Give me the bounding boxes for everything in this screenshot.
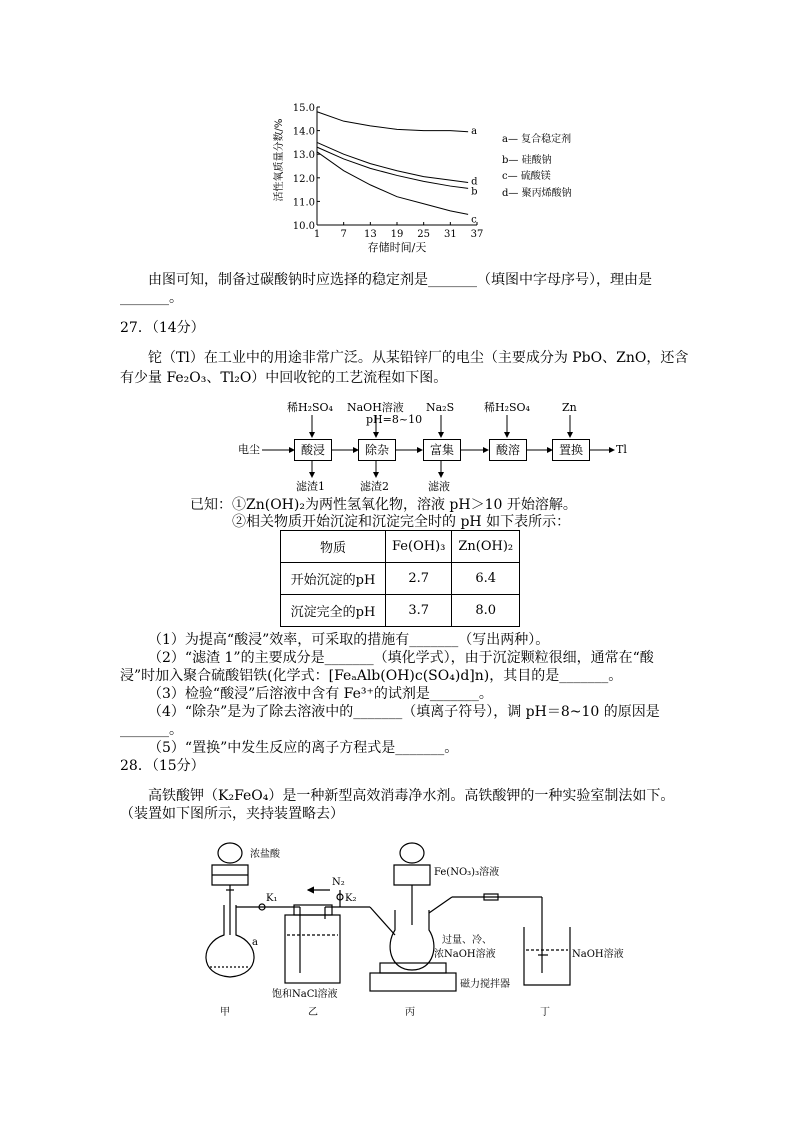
series-label-a: a (471, 125, 478, 137)
q27-intro-2: 有少量 Fe₂O₃、Tl₂O）中回收铊的工艺流程如下图。 (120, 370, 448, 386)
reagent-ph-note: pH=8~10 (366, 413, 423, 426)
q27-sub2a: （2）“滤渣 1”的主要成分是_______（填化学式），由于沉淀颗粒很细，通常在“酸 (148, 650, 654, 666)
table-cell: 开始沉淀的pH (281, 563, 386, 595)
label-fe-nitrate: Fe(NO₃)₃溶液 (434, 867, 500, 878)
table-header: Fe(OH)₃ (386, 531, 452, 563)
y-tick-label: 12.0 (292, 173, 315, 185)
stability-line-chart (260, 95, 600, 255)
q27-sub3: （3）检验“酸浸”后溶液中含有 Fe³⁺的试剂是_______。 (148, 686, 493, 702)
label-naoh: NaOH溶液 (572, 949, 624, 960)
y-tick-label: 14.0 (292, 126, 315, 138)
label-a: a (252, 937, 258, 948)
table-cell: 6.4 (452, 563, 520, 595)
x-tick-label: 37 (470, 229, 484, 240)
series-label-d: d (471, 176, 478, 188)
q26-line1: 由图可知，制备过碳酸钠时应选择的稳定剂是_______（填图中字母序号），理由是 (148, 272, 652, 288)
flow-box-impurity-removal: 除杂 (358, 439, 396, 461)
flow-box-replacement: 置换 (552, 439, 590, 461)
table-cell: 2.7 (386, 563, 452, 595)
known-1: 已知：①Zn(OH)₂为两性氢氧化物，溶液 pH＞10 开始溶解。 (190, 497, 577, 513)
x-tick-label: 1 (313, 229, 321, 240)
q26-line2: _______。 (120, 290, 183, 306)
output-residue-2: 滤渣2 (360, 480, 389, 493)
label-ding: 丁 (540, 1007, 550, 1018)
x-tick-label: 25 (417, 229, 431, 240)
reagent-zn: Zn (562, 401, 577, 414)
y-axis-label: 活性氧质量分数/% (274, 118, 285, 202)
output-filtrate: 滤液 (428, 480, 450, 493)
reagent-h2so4-2: 稀H₂SO₄ (484, 401, 530, 414)
table-header: 物质 (281, 531, 386, 563)
y-tick-label: 10.0 (292, 221, 315, 232)
reagent-na2s: Na₂S (426, 401, 455, 414)
legend-d: d— 聚丙烯酸钠 (502, 188, 572, 199)
series-line-c (317, 152, 468, 215)
table-header: Zn(OH)₂ (452, 531, 520, 563)
table-cell: 8.0 (452, 595, 520, 627)
label-conc-hcl: 浓盐酸 (250, 849, 280, 860)
x-tick-label: 31 (443, 229, 457, 240)
q27-sub5: （5）“置换”中发生反应的离子方程式是_______。 (148, 740, 459, 756)
table-cell: 沉淀完全的pH (281, 595, 386, 627)
label-bing: 丙 (405, 1007, 415, 1018)
label-naoh-cold: 过量、冷、 (442, 935, 492, 946)
label-yi: 乙 (308, 1007, 318, 1018)
q27-sub4b: _______。 (120, 722, 183, 738)
legend-a: a— 复合稳定剂 (502, 134, 572, 145)
legend-b: b— 硅酸钠 (502, 155, 552, 166)
x-tick-label: 19 (390, 229, 404, 240)
q28-heading: 28．（15分） (120, 758, 205, 774)
legend-c: c— 硫酸镁 (502, 171, 551, 182)
y-tick-label: 13.0 (292, 150, 315, 162)
q27-sub2b: 浸”时加入聚合硫酸铝铁(化学式：[FeₐAlb(OH)c(SO₄)d]n)，其目的是_______。 (120, 668, 623, 684)
series-label-c: c (471, 214, 477, 226)
output-residue-1: 滤渣1 (296, 480, 325, 493)
q27-sub4a: （4）“除杂”是为了除去溶液中的_______（填离子符号），调 pH＝8~10 的原因是 (148, 704, 660, 720)
label-n2: N₂ (332, 877, 345, 888)
label-jia: 甲 (220, 1007, 230, 1018)
label-nacl: 饱和NaCl溶液 (272, 989, 338, 1000)
x-tick-label: 13 (363, 229, 377, 240)
reagent-naoh: NaOH溶液 (347, 401, 404, 414)
table-cell: 3.7 (386, 595, 452, 627)
q27-sub1: （1）为提高“酸浸”效率，可采取的措施有_______（写出两种）。 (148, 632, 550, 648)
y-tick-label: 15.0 (292, 103, 315, 114)
flow-start: 电尘 (238, 443, 260, 456)
q28-intro-2: （装置如下图所示，夹持装置略去） (120, 806, 344, 822)
q28-intro-1: 高铁酸钾（K₂FeO₄）是一种新型高效消毒净水剂。高铁酸钾的一种实验室制法如下。 (148, 788, 675, 804)
y-tick-label: 11.0 (292, 197, 315, 209)
label-naoh-cold-2: 浓NaOH溶液 (434, 949, 496, 960)
q27-intro-1: 铊（Tl）在工业中的用途非常广泛。从某铅锌厂的电尘（主要成分为 PbO、ZnO，还含 (148, 350, 689, 366)
flow-box-acid-leach: 酸浸 (294, 439, 332, 461)
apparatus-diagram (190, 835, 640, 1020)
q27-heading: 27．（14分） (120, 320, 205, 336)
ph-table (280, 530, 520, 627)
series-line-d (317, 142, 468, 182)
x-tick-label: 7 (340, 229, 347, 240)
series-line-a (317, 112, 468, 132)
x-axis-label: 存储时间/天 (367, 241, 427, 254)
label-k2: K₂ (345, 893, 357, 904)
label-stirrer: 磁力搅拌器 (460, 979, 510, 990)
reagent-h2so4-1: 稀H₂SO₄ (287, 401, 333, 414)
series-label-b: b (471, 186, 478, 198)
flow-box-acid-dissolve: 酸溶 (489, 439, 527, 461)
flow-box-enrichment: 富集 (423, 439, 461, 461)
known-2: ②相关物质开始沉淀和沉淀完全时的 pH 如下表所示： (232, 514, 571, 530)
flow-end: Tl (616, 443, 627, 456)
label-k1: K₁ (266, 893, 278, 904)
